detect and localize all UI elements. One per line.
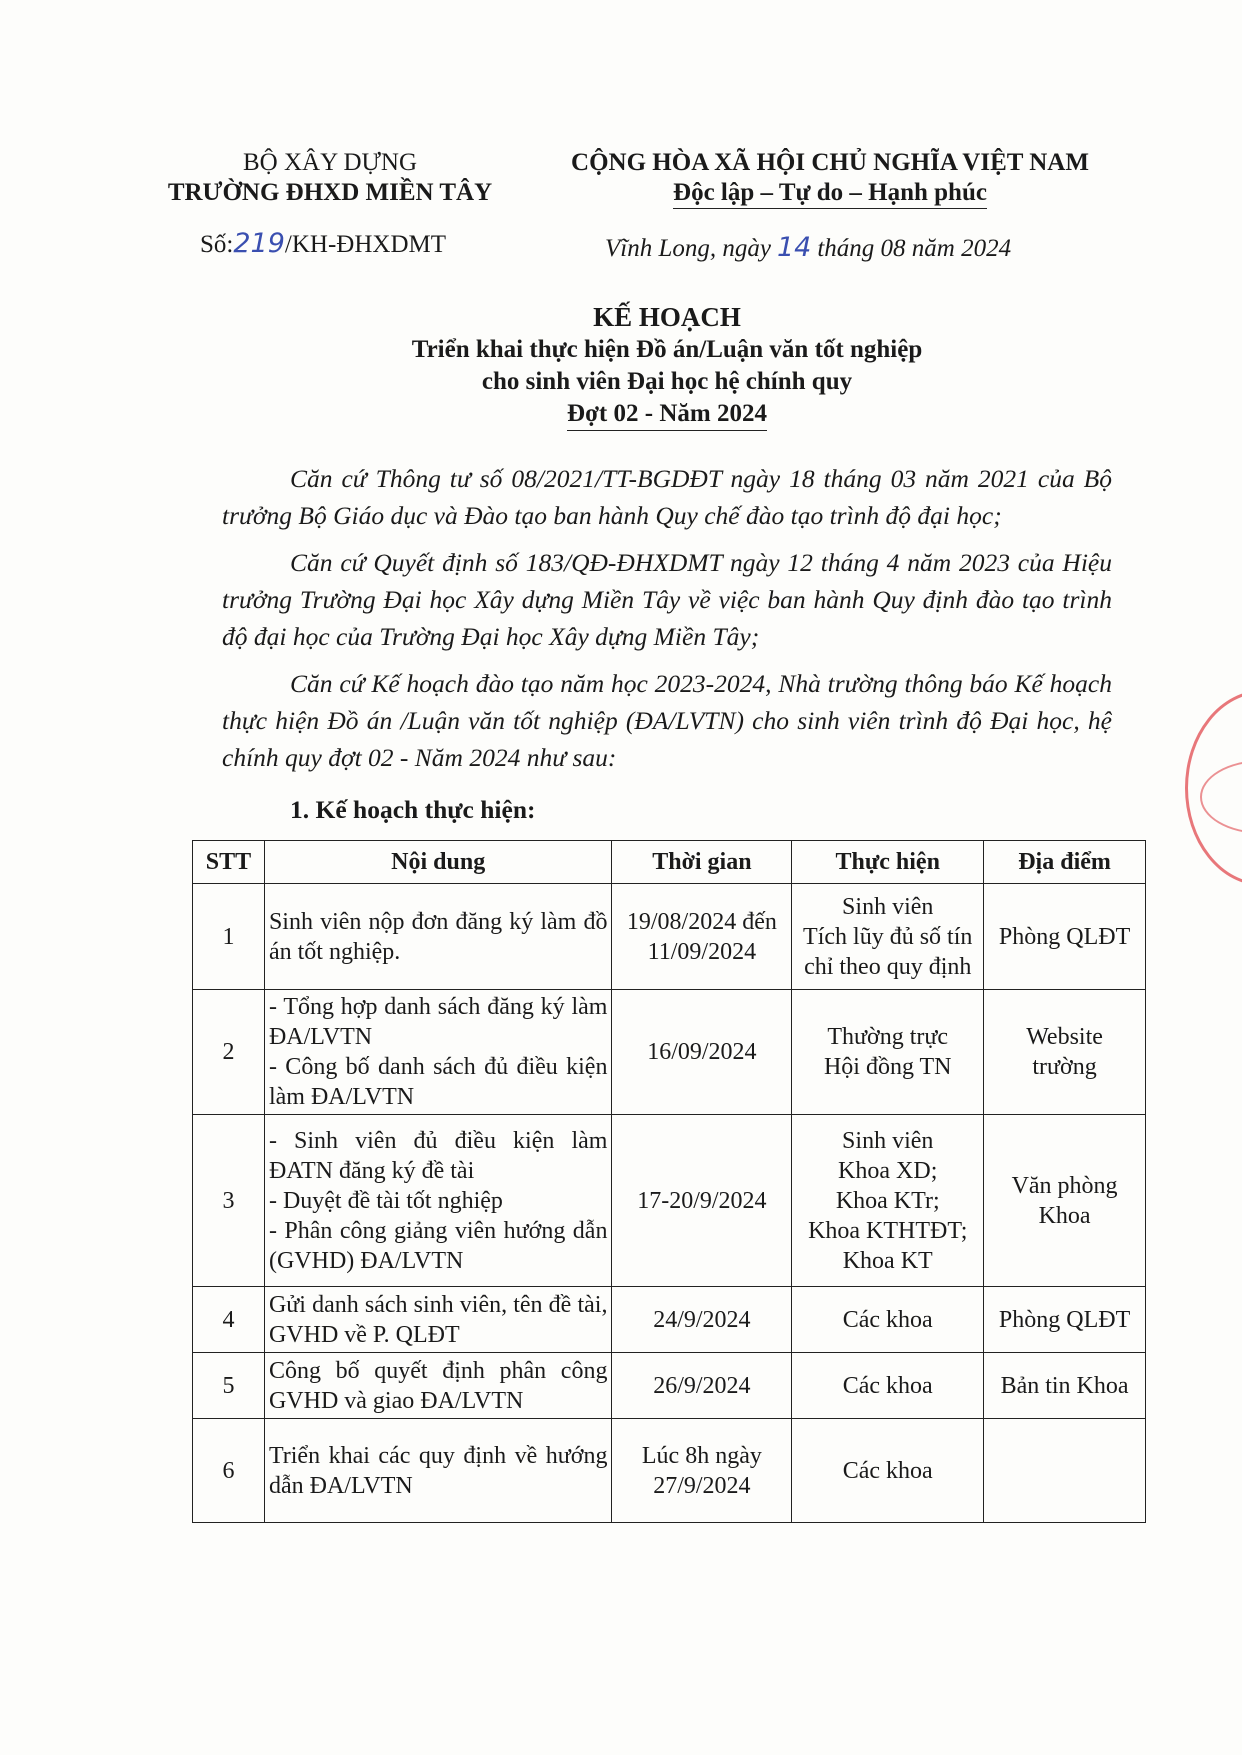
number-prefix: Số: bbox=[200, 231, 234, 258]
cell-content bbox=[264, 990, 612, 1115]
document-title bbox=[222, 300, 1112, 431]
cell-place bbox=[984, 990, 1146, 1115]
cell-time bbox=[612, 1287, 792, 1353]
actor-line: Các khoa bbox=[842, 1372, 933, 1399]
date-suffix: tháng 08 năm 2024 bbox=[817, 235, 1012, 262]
paragraph-legal-basis-2: Căn cứ Quyết định số 183/QĐ-ĐHXDMT ngày 12 tháng 4 năm 2023 của Hiệu trưởng Trường Đại học Xây dựng Miền Tây về việc ban hành Quy định đào tạo trình độ đại học của Trường Đại học Xây dựng Miền Tây; bbox=[222, 548, 1112, 651]
cell-stt: 4 bbox=[193, 1287, 265, 1353]
cell-time bbox=[612, 1353, 792, 1419]
title-line-1: Triển khai thực hiện Đồ án/Luận văn tốt nghiệp bbox=[411, 336, 923, 363]
left-header bbox=[160, 148, 500, 208]
content-line: Sinh viên nộp đơn đăng ký làm đồ án tốt nghiệp. bbox=[268, 908, 608, 965]
cell-content bbox=[264, 1287, 612, 1353]
place-line: Khoa bbox=[1038, 1202, 1091, 1229]
table-header-row bbox=[193, 841, 1146, 884]
table-row bbox=[193, 1115, 1146, 1287]
actor-line: Các khoa bbox=[842, 1306, 933, 1333]
time-line: 24/9/2024 bbox=[653, 1306, 751, 1333]
table-row bbox=[193, 884, 1146, 990]
actor-line: chỉ theo quy định bbox=[804, 953, 972, 980]
section-heading: 1. Kế hoạch thực hiện: bbox=[290, 795, 536, 824]
school-name: TRƯỜNG ĐHXD MIỀN TÂY bbox=[167, 179, 493, 206]
content-line: - Duyệt đề tài tốt nghiệp bbox=[268, 1187, 503, 1214]
table-row bbox=[193, 990, 1146, 1115]
number-suffix: /KH-ĐHXDMT bbox=[284, 231, 447, 258]
title-line-3: Đợt 02 - Năm 2024 bbox=[567, 398, 767, 431]
motto: Độc lập – Tự do – Hạnh phúc bbox=[673, 178, 987, 209]
time-line: Lúc 8h ngày bbox=[641, 1442, 762, 1469]
actor-line: Sinh viên bbox=[842, 1127, 934, 1154]
paragraph-legal-basis-3: Căn cứ Kế hoạch đào tạo năm học 2023-2024, Nhà trường thông báo Kế hoạch thực hiện Đồ án /Luận văn tốt nghiệp (ĐA/LVTN) cho sinh viên trình độ Đại học, hệ chính quy đợt 02 - Năm 2024 như sau: bbox=[222, 669, 1112, 772]
actor-line: Thường trực bbox=[827, 1024, 949, 1050]
cell-content bbox=[264, 1115, 612, 1287]
country-name: CỘNG HÒA XÃ HỘI CHỦ NGHĨA VIỆT NAM bbox=[571, 149, 1089, 176]
header-place: Địa điểm bbox=[984, 841, 1146, 884]
title-main: KẾ HOẠCH bbox=[593, 302, 741, 332]
table-row bbox=[193, 1419, 1146, 1523]
cell-time bbox=[612, 990, 792, 1115]
cell-content bbox=[264, 884, 612, 990]
cell-time bbox=[612, 1115, 792, 1287]
content-line: - Phân công giảng viên hướng dẫn (GVHD) ĐA/LVTN bbox=[268, 1217, 608, 1274]
cell-place bbox=[984, 1115, 1146, 1287]
document-date bbox=[605, 232, 1011, 263]
actor-line: Khoa KT bbox=[842, 1247, 933, 1274]
cell-actor bbox=[792, 884, 984, 990]
plan-table bbox=[192, 840, 1146, 1523]
cell-actor bbox=[792, 990, 984, 1115]
header-actor: Thực hiện bbox=[792, 841, 984, 884]
ministry-name: BỘ XÂY DỰNG bbox=[242, 149, 418, 176]
date-day-handwritten: 14 bbox=[776, 232, 812, 263]
date-prefix: Vĩnh Long, ngày bbox=[605, 235, 771, 262]
time-line: 17-20/9/2024 bbox=[637, 1187, 767, 1214]
time-line: 19/08/2024 đến bbox=[626, 908, 777, 935]
cell-stt: 5 bbox=[193, 1353, 265, 1419]
time-line: 26/9/2024 bbox=[653, 1372, 751, 1399]
cell-place bbox=[984, 1287, 1146, 1353]
time-line: 11/09/2024 bbox=[647, 938, 757, 965]
cell-place bbox=[984, 1419, 1146, 1523]
cell-stt: 3 bbox=[193, 1115, 265, 1287]
cell-content bbox=[264, 1353, 612, 1419]
time-line: 16/09/2024 bbox=[647, 1039, 757, 1065]
cell-stt: 6 bbox=[193, 1419, 265, 1523]
cell-stt: 1 bbox=[193, 884, 265, 990]
actor-line: Tích lũy đủ số tín bbox=[803, 923, 973, 950]
number-handwritten: 219 bbox=[233, 228, 285, 259]
cell-time bbox=[612, 884, 792, 990]
actor-line: Hội đồng TN bbox=[823, 1054, 952, 1080]
place-line: Văn phòng bbox=[1011, 1172, 1118, 1199]
place-line: Phòng QLĐT bbox=[998, 1306, 1131, 1333]
cell-place bbox=[984, 1353, 1146, 1419]
actor-line: Sinh viên bbox=[842, 893, 934, 920]
actor-line: Khoa KTHTĐT; bbox=[808, 1217, 968, 1244]
header-content: Nội dung bbox=[264, 841, 612, 884]
right-header bbox=[560, 148, 1100, 209]
title-line-2: cho sinh viên Đại học hệ chính quy bbox=[481, 368, 853, 395]
content-line: - Công bố danh sách đủ điều kiện làm ĐA/LVTN bbox=[268, 1054, 608, 1110]
header-time: Thời gian bbox=[612, 841, 792, 884]
content-line: Triển khai các quy định về hướng dẫn ĐA/LVTN bbox=[268, 1442, 608, 1499]
place-line: Bản tin Khoa bbox=[1000, 1372, 1129, 1399]
place-line: Website bbox=[1026, 1024, 1103, 1050]
content-line: Gửi danh sách sinh viên, tên đề tài, GVHD về P. QLĐT bbox=[268, 1291, 608, 1348]
cell-place bbox=[984, 884, 1146, 990]
actor-line: Các khoa bbox=[842, 1457, 933, 1484]
content-line: Công bố quyết định phân công GVHD và giao ĐA/LVTN bbox=[268, 1357, 608, 1414]
place-line: trường bbox=[1032, 1054, 1097, 1080]
cell-content bbox=[264, 1419, 612, 1523]
content-line: - Sinh viên đủ điều kiện làm ĐATN đăng ký đề tài bbox=[268, 1127, 608, 1184]
cell-actor bbox=[792, 1287, 984, 1353]
cell-actor bbox=[792, 1419, 984, 1523]
table-row bbox=[193, 1287, 1146, 1353]
paragraph-legal-basis-1: Căn cứ Thông tư số 08/2021/TT-BGDĐT ngày 18 tháng 03 năm 2021 của Bộ trưởng Bộ Giáo dục và Đào tạo ban hành Quy chế đào tạo trình độ đại học; bbox=[222, 464, 1112, 530]
cell-actor bbox=[792, 1115, 984, 1287]
cell-stt: 2 bbox=[193, 990, 265, 1115]
table-row bbox=[193, 1353, 1146, 1419]
header-stt: STT bbox=[193, 841, 265, 884]
actor-line: Khoa XD; bbox=[838, 1157, 938, 1184]
time-line: 27/9/2024 bbox=[653, 1472, 751, 1499]
cell-actor bbox=[792, 1353, 984, 1419]
document-number bbox=[200, 228, 446, 259]
content-line: - Tổng hợp danh sách đăng ký làm ĐA/LVTN bbox=[268, 994, 608, 1050]
actor-line: Khoa KTr; bbox=[835, 1187, 940, 1214]
place-line: Phòng QLĐT bbox=[998, 923, 1131, 950]
cell-time bbox=[612, 1419, 792, 1523]
